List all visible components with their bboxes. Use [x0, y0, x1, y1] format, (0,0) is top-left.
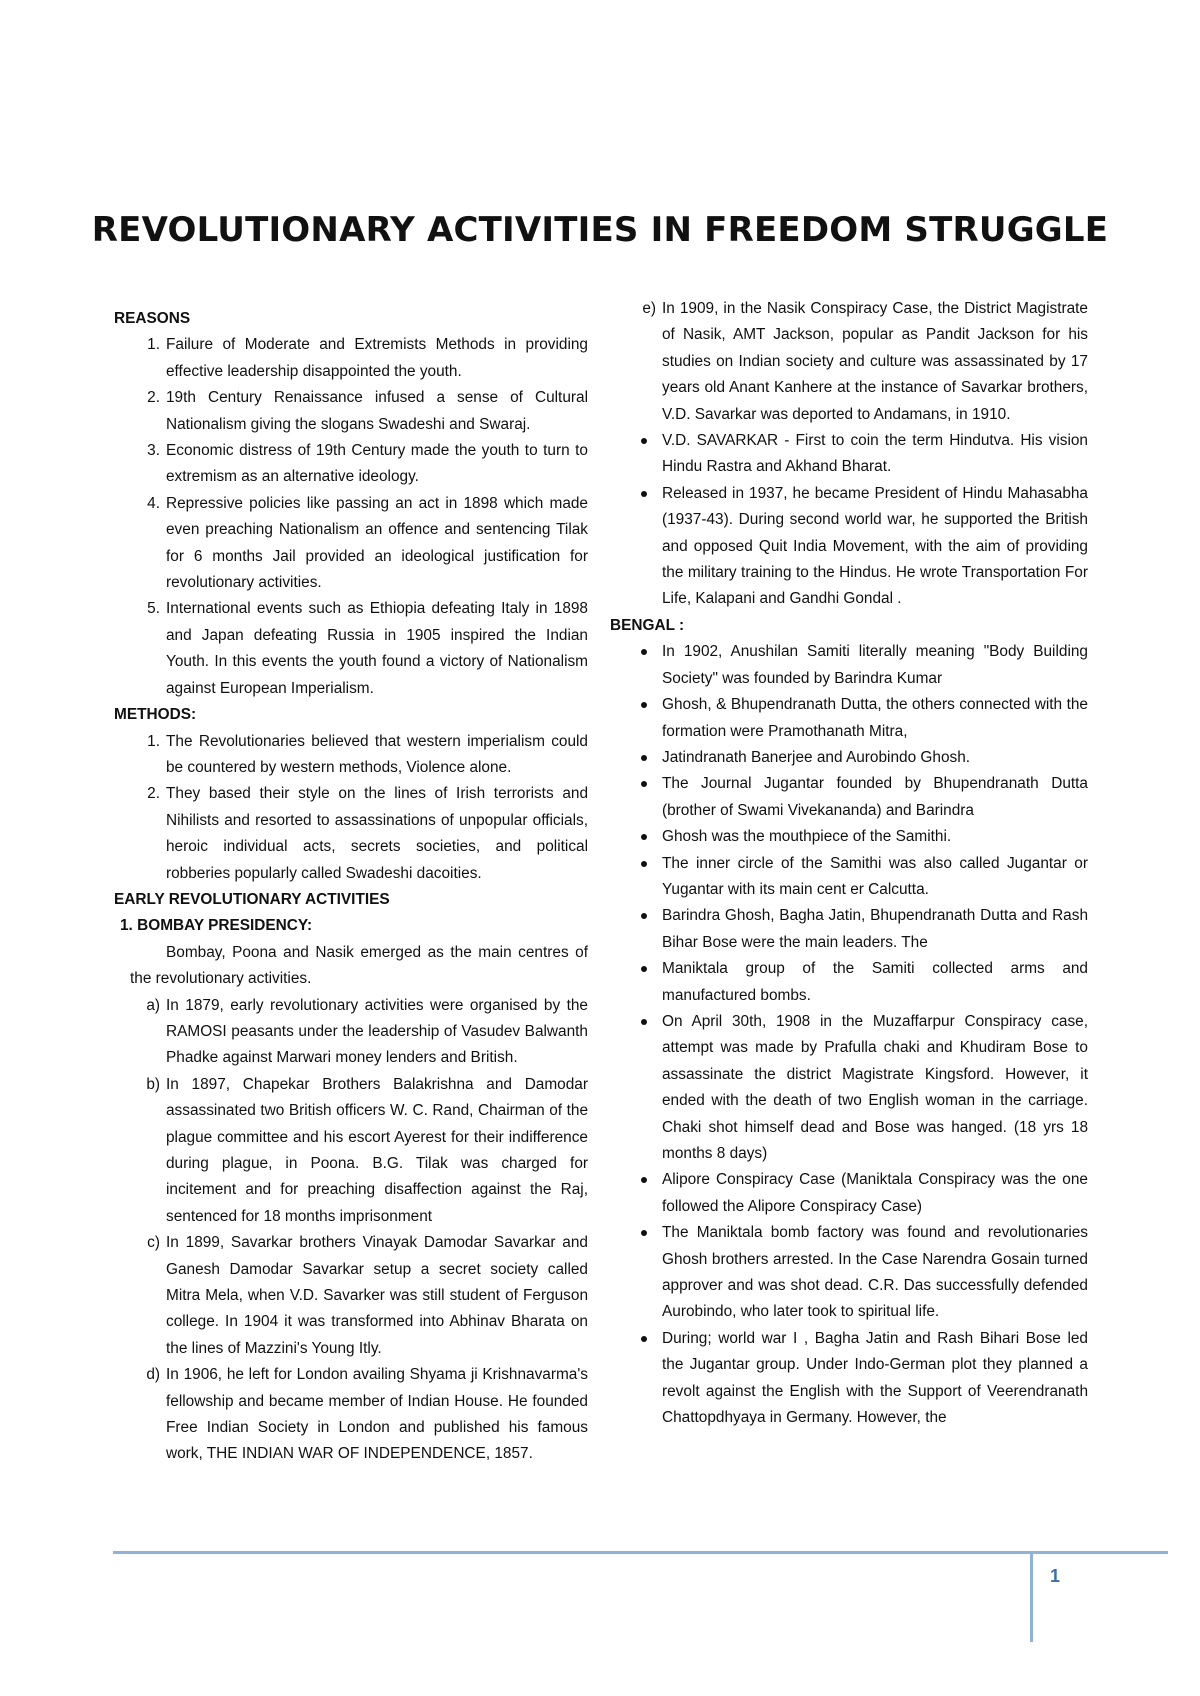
bullet-item: In 1902, Anushilan Samiti literally meaning "Body Building Society" was founded by Barindra Kumar [610, 639, 1088, 692]
list-item: 2. They based their style on the lines of Irish terrorists and Nihilists and resorted to assassinations of unpopular officials, heroic individual acts, secrets societies, and political robberies popularly called Swadeshi dacoities. [147, 785, 588, 882]
bullet-icon [641, 913, 647, 919]
bullet-icon [641, 1177, 647, 1183]
methods-list [114, 729, 588, 887]
right-column [610, 296, 1088, 1431]
list-item: 4. Repressive policies like passing an act in 1898 which made even preaching Nationalism an offence and sentencing Tilak for 6 months Jail provided an ideological justification for revolutionary activities. [147, 494, 588, 592]
bullet-icon [641, 702, 647, 708]
list-item: e) In 1909, in the Nasik Conspiracy Case, the District Magistrate of Nasik, AMT Jackson, popular as Pandit Jackson for his studies on Indian society and culture was assassinated by 17 years old Anant Kanhere at the instance of Savarkar brothers, V.D. Savarkar was deported to Andamans, in 1910. [642, 300, 1088, 423]
bullet-item: Ghosh, & Bhupendranath Dutta, the others connected with the formation were Pramothanath Mitra, [610, 692, 1088, 745]
bullet-icon [641, 1230, 647, 1236]
bullet-item: Jatindranath Banerjee and Aurobindo Ghosh. [610, 745, 1088, 771]
bullet-item: The Maniktala bomb factory was found and revolutionaries Ghosh brothers arrested. In the Case Narendra Gosain turned approver and was shot dead. C.R. Das successfully defended Aurobindo, who later took to spiritual life. [610, 1220, 1088, 1326]
list-item: 5. International events such as Ethiopia defeating Italy in 1898 and Japan defeating Russia in 1905 inspired the Indian Youth. In this events the youth found a victory of Nationalism against European Imperialism. [147, 600, 588, 697]
page-number: 1 [1050, 1566, 1061, 1586]
bombay-presidency-heading: 1. BOMBAY PRESIDENCY: [120, 917, 313, 935]
bullet-item: Ghosh was the mouthpiece of the Samithi. [610, 824, 1088, 850]
page-title: REVOLUTIONARY ACTIVITIES IN FREEDOM STRUGGLE [91, 210, 1109, 250]
bullet-icon [641, 438, 647, 444]
bullet-item: Maniktala group of the Samiti collected arms and manufactured bombs. [610, 956, 1088, 1009]
bullet-item: The Journal Jugantar founded by Bhupendranath Dutta (brother of Swami Vivekananda) and Barindra [610, 771, 1088, 824]
bombay-list [114, 993, 588, 1468]
list-item: b) In 1897, Chapekar Brothers Balakrishna and Damodar assassinated two British officers W. C. Rand, Chairman of the plague committee and his escort Ayerest for their indifference during plague, in Poona. B.G. Tilak was charged for incitement and for preaching disaffection against the Raj, sentenced for 18 months imprisonment [146, 1075, 588, 1225]
bullet-icon [641, 649, 647, 655]
footer-rule [113, 1551, 1168, 1554]
bullet-item: Released in 1937, he became President of Hindu Mahasabha (1937-43). During second world war, he supported the British and opposed Quit India Movement, with the aim of providing the military training to the Hindus. He wrote Transportation For Life, Kalapani and Gandhi Gondal . [610, 481, 1088, 613]
bullet-icon [641, 755, 647, 761]
bullet-item: On April 30th, 1908 in the Muzaffarpur Conspiracy case, attempt was made by Prafulla chaki and Khudiram Bose to assassinate the district Magistrate Kingsford. However, it ended with the death of two English woman in the carriage. Chaki shot himself dead and Bose was hanged. (18 yrs 18 months 8 days) [610, 1009, 1088, 1167]
savarkar-bullets [610, 428, 1088, 613]
bullet-icon [641, 1336, 647, 1342]
list-item: c) In 1899, Savarkar brothers Vinayak Damodar Savarkar and Ganesh Damodar Savarkar setup a secret society called Mitra Mela, when V.D. Savarker was still student of Ferguson college. In 1904 it was transformed into Abhinav Bharata on the lines of Mazzini's Young Itly. [147, 1234, 588, 1357]
bullet-item: V.D. SAVARKAR - First to coin the term Hindutva. His vision Hindu Rastra and Akhand Bharat. [610, 428, 1088, 481]
list-item: d) In 1906, he left for London availing Shyama ji Krishnavarma's fellowship and became member of Indian House. He founded Free Indian Society in London and published his famous work, THE INDIAN WAR OF INDEPENDENCE, 1857. [146, 1366, 588, 1463]
bullet-icon [641, 966, 647, 972]
bullet-item: During; world war I , Bagha Jatin and Rash Bihari Bose led the Jugantar group. Under Indo-German plot they planned a revolt against the English with the Support of Veerendranath Chattopdhyaya in Germany. However, the [610, 1326, 1088, 1432]
bullet-icon [641, 491, 647, 497]
reasons-heading: REASONS [114, 310, 191, 327]
left-column [114, 306, 588, 1468]
list-item: 2. 19th Century Renaissance infused a sense of Cultural Nationalism giving the slogans Swadeshi and Swaraj. [147, 389, 588, 433]
bullet-icon [641, 861, 647, 867]
methods-heading: METHODS: [114, 706, 197, 724]
reasons-list [114, 332, 588, 702]
early-activities-heading: EARLY REVOLUTIONARY ACTIVITIES [114, 890, 390, 908]
bullet-item: Barindra Ghosh, Bagha Jatin, Bhupendranath Dutta and Rash Bihar Bose were the main leaders. The [610, 903, 1088, 956]
list-item: 3. Economic distress of 19th Century made the youth to turn to extremism as an alternative ideology. [147, 442, 588, 486]
list-item: 1. The Revolutionaries believed that western imperialism could be countered by western methods, Violence alone. [147, 732, 588, 776]
bullet-icon [641, 1019, 647, 1025]
list-item: 1. Failure of Moderate and Extremists Methods in providing effective leadership disappointed the youth. [147, 336, 588, 380]
bullet-item: The inner circle of the Samithi was also called Jugantar or Yugantar with its main cent er Calcutta. [610, 851, 1088, 904]
bengal-heading: BENGAL : [610, 616, 685, 634]
list-item: a) In 1879, early revolutionary activities were organised by the RAMOSI peasants under the leadership of Vasudev Balwanth Phadke against Marwari money lenders and British. [146, 996, 588, 1067]
bullet-item: Alipore Conspiracy Case (Maniktala Conspiracy was the one followed the Alipore Conspiracy Case) [610, 1167, 1088, 1220]
bengal-bullets [610, 639, 1088, 1431]
footer-vertical-rule [1030, 1551, 1033, 1642]
bombay-intro: Bombay, Poona and Nasik emerged as the main centres of the revolutionary activities. [130, 943, 588, 988]
bullet-icon [641, 781, 647, 787]
bullet-icon [641, 834, 647, 840]
